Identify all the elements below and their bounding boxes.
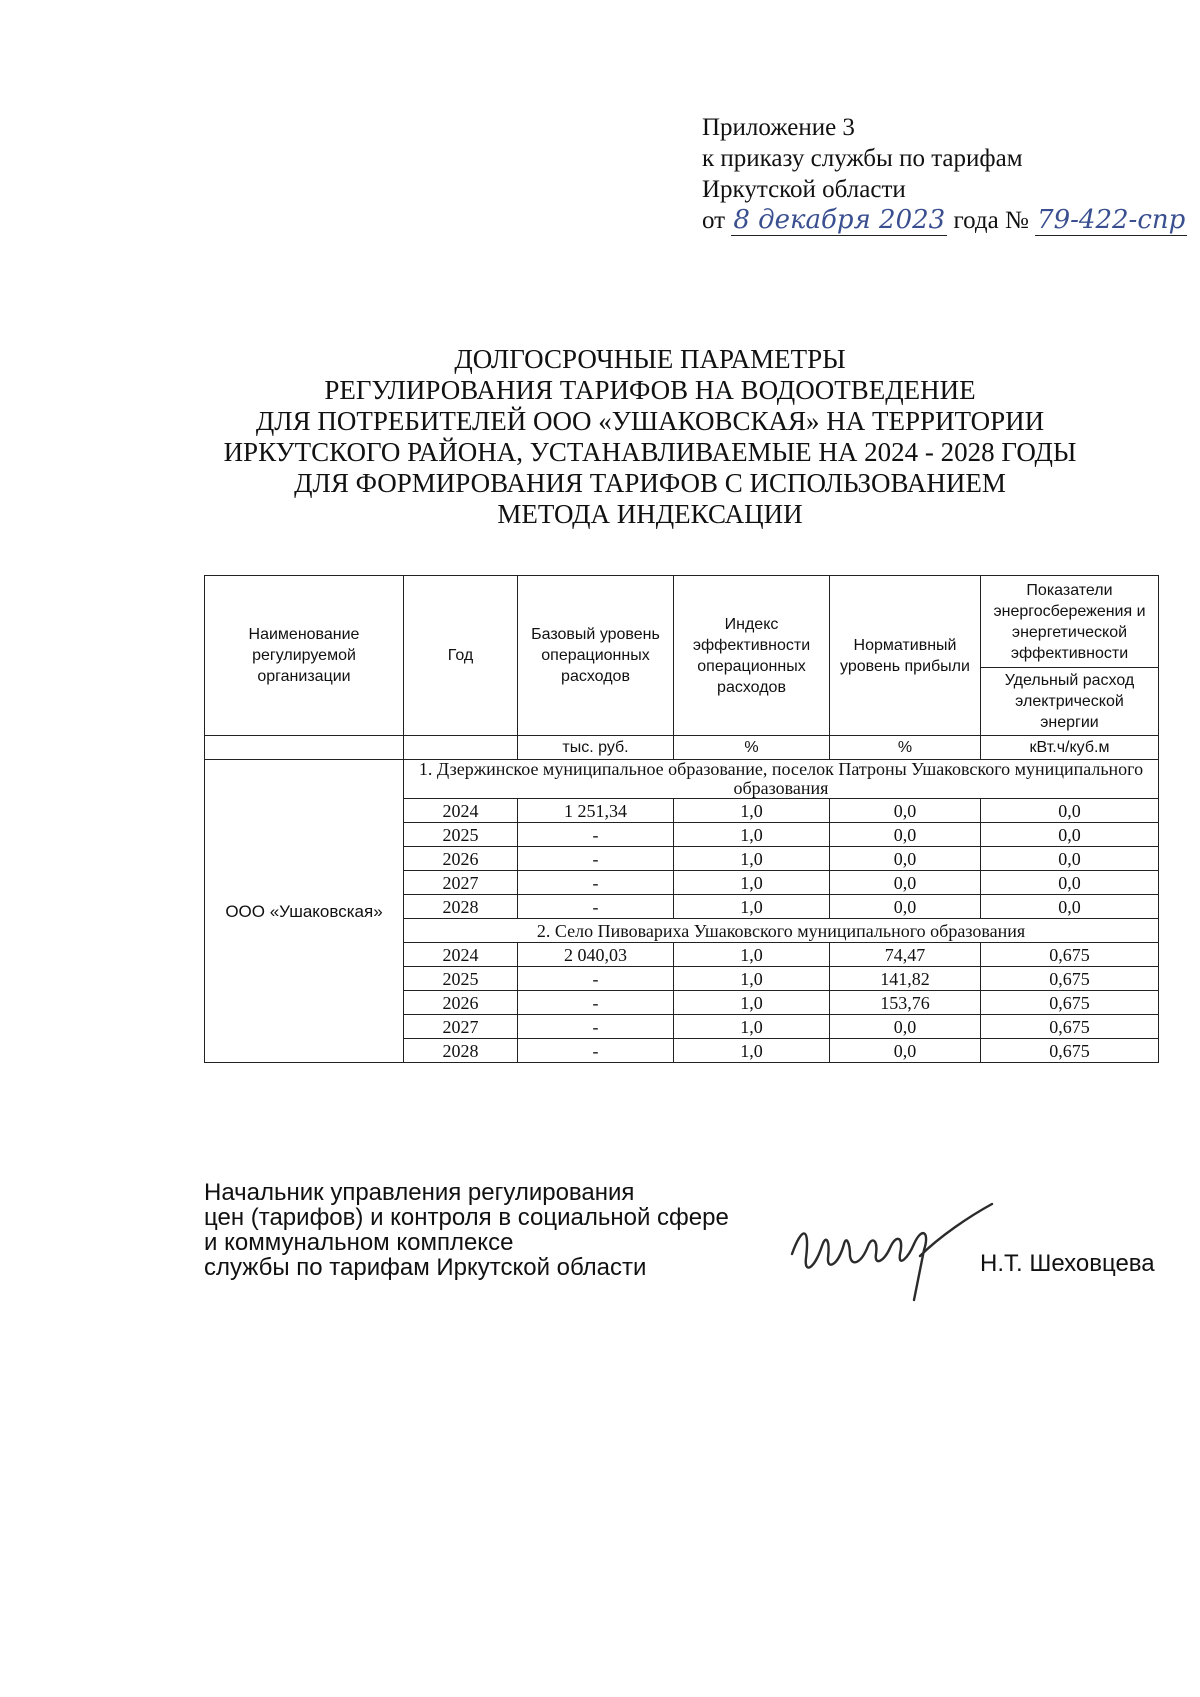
- cell-energy: 0,0: [981, 823, 1159, 847]
- cell-base: -: [518, 823, 674, 847]
- unit-profit: %: [830, 736, 981, 760]
- header-efficiency-index: Индекс эффективности операционных расходов: [674, 576, 830, 736]
- cell-profit: 0,0: [830, 847, 981, 871]
- header-profit-level: Нормативный уровень прибыли: [830, 576, 981, 736]
- cell-profit: 153,76: [830, 991, 981, 1015]
- signatory-name: Н.Т. Шеховцева: [980, 1250, 1155, 1277]
- cell-year: 2025: [404, 967, 518, 991]
- tariff-parameters-table: [204, 575, 1159, 1063]
- from-label: от: [702, 207, 726, 234]
- cell-base: -: [518, 847, 674, 871]
- appendix-header: [702, 112, 1187, 236]
- cell-profit: 74,47: [830, 943, 981, 967]
- cell-year: 2028: [404, 895, 518, 919]
- cell-energy: 0,0: [981, 847, 1159, 871]
- cell-profit: 0,0: [830, 799, 981, 823]
- section-title: 2. Село Пивовариха Ушаковского муниципального образования: [404, 919, 1159, 943]
- header-energy-consumption: Удельный расход электрической энергии: [981, 668, 1159, 736]
- cell-energy: 0,0: [981, 895, 1159, 919]
- header-energy-group: Показатели энергосбережения и энергетической эффективности: [981, 576, 1159, 668]
- header-org: Наименование регулируемой организации: [205, 576, 404, 736]
- cell-year: 2024: [404, 943, 518, 967]
- title-line: РЕГУЛИРОВАНИЯ ТАРИФОВ НА ВОДООТВЕДЕНИЕ: [324, 375, 976, 405]
- appendix-date-line: [702, 205, 1187, 236]
- cell-energy: 0,0: [981, 871, 1159, 895]
- cell-index: 1,0: [674, 895, 830, 919]
- organization-name: ООО «Ушаковская»: [205, 760, 404, 1063]
- cell-index: 1,0: [674, 991, 830, 1015]
- cell-index: 1,0: [674, 847, 830, 871]
- cell-energy: 0,675: [981, 967, 1159, 991]
- handwritten-date: 8 декабря 2023: [733, 205, 946, 235]
- cell-profit: 0,0: [830, 1039, 981, 1063]
- cell-index: 1,0: [674, 1039, 830, 1063]
- cell-year: 2024: [404, 799, 518, 823]
- handwritten-signature: [780, 1196, 1000, 1306]
- cell-base: -: [518, 871, 674, 895]
- header-base-level: Базовый уровень операционных расходов: [518, 576, 674, 736]
- cell-base: -: [518, 967, 674, 991]
- cell-index: 1,0: [674, 871, 830, 895]
- units-empty-cell: [404, 736, 518, 760]
- cell-base: -: [518, 895, 674, 919]
- cell-year: 2027: [404, 871, 518, 895]
- title-line: ИРКУТСКОГО РАЙОНА, УСТАНАВЛИВАЕМЫЕ НА 2024 - 2028 ГОДЫ: [223, 437, 1077, 467]
- cell-index: 1,0: [674, 1015, 830, 1039]
- document-title: [150, 344, 1150, 530]
- cell-base: 2 040,03: [518, 943, 674, 967]
- cell-year: 2026: [404, 991, 518, 1015]
- cell-index: 1,0: [674, 799, 830, 823]
- units-empty-cell: [205, 736, 404, 760]
- cell-base: 1 251,34: [518, 799, 674, 823]
- unit-energy: кВт.ч/куб.м: [981, 736, 1159, 760]
- cell-index: 1,0: [674, 943, 830, 967]
- section-title: 1. Дзержинское муниципальное образование, поселок Патроны Ушаковского муниципального образования: [404, 760, 1159, 799]
- cell-energy: 0,675: [981, 1015, 1159, 1039]
- title-line: ДЛЯ ФОРМИРОВАНИЯ ТАРИФОВ С ИСПОЛЬЗОВАНИЕМ: [294, 468, 1006, 498]
- cell-energy: 0,675: [981, 1039, 1159, 1063]
- cell-base: -: [518, 1039, 674, 1063]
- cell-year: 2026: [404, 847, 518, 871]
- appendix-line-2: к приказу службы по тарифам: [702, 145, 1023, 172]
- position-line: цен (тарифов) и контроля в социальной сфере: [204, 1204, 729, 1231]
- position-line: службы по тарифам Иркутской области: [204, 1254, 647, 1281]
- year-label: года №: [953, 207, 1029, 234]
- cell-base: -: [518, 991, 674, 1015]
- cell-index: 1,0: [674, 823, 830, 847]
- cell-energy: 0,0: [981, 799, 1159, 823]
- position-line: и коммунальном комплексе: [204, 1229, 514, 1256]
- handwritten-order-number: 79-422-спр: [1037, 205, 1186, 235]
- cell-year: 2028: [404, 1039, 518, 1063]
- position-line: Начальник управления регулирования: [204, 1179, 635, 1206]
- title-line: ДЛЯ ПОТРЕБИТЕЛЕЙ ООО «УШАКОВСКАЯ» НА ТЕРРИТОРИИ: [255, 406, 1045, 436]
- cell-index: 1,0: [674, 967, 830, 991]
- cell-year: 2027: [404, 1015, 518, 1039]
- title-line: МЕТОДА ИНДЕКСАЦИИ: [497, 499, 803, 529]
- cell-energy: 0,675: [981, 943, 1159, 967]
- cell-base: -: [518, 1015, 674, 1039]
- cell-profit: 0,0: [830, 895, 981, 919]
- unit-base: тыс. руб.: [518, 736, 674, 760]
- appendix-line-3: Иркутской области: [702, 176, 906, 203]
- appendix-line-1: Приложение 3: [702, 114, 855, 141]
- cell-profit: 0,0: [830, 871, 981, 895]
- signatory-position: [204, 1180, 729, 1280]
- cell-energy: 0,675: [981, 991, 1159, 1015]
- cell-profit: 0,0: [830, 823, 981, 847]
- cell-profit: 141,82: [830, 967, 981, 991]
- cell-profit: 0,0: [830, 1015, 981, 1039]
- unit-index: %: [674, 736, 830, 760]
- title-line: ДОЛГОСРОЧНЫЕ ПАРАМЕТРЫ: [454, 344, 846, 374]
- header-year: Год: [404, 576, 518, 736]
- cell-year: 2025: [404, 823, 518, 847]
